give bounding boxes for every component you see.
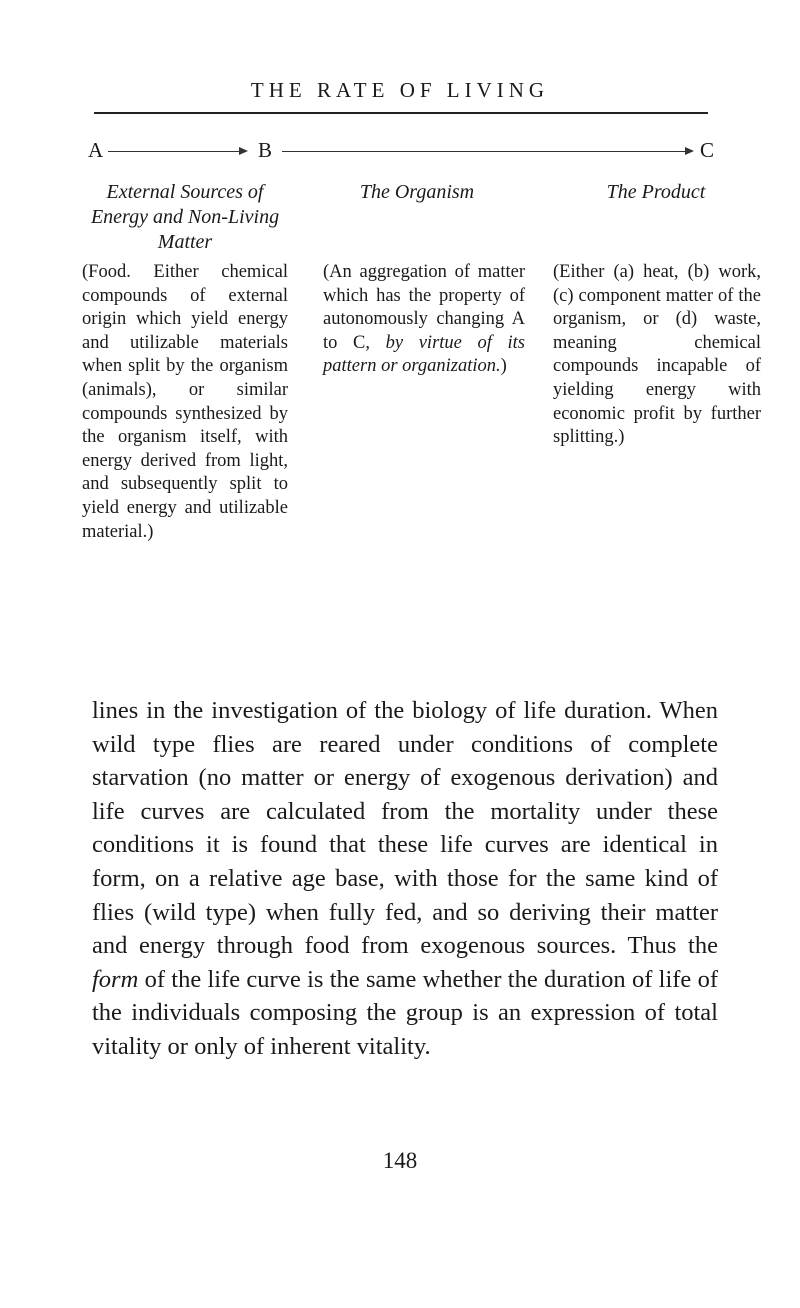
main-paragraph-italic: form <box>92 965 139 993</box>
column-c-body: (Either (a) heat, (b) work, (c) component matter of the organism, or (d) waste, meaning chemical compounds incapable of yielding energy with economic profit by further splitting.) <box>553 262 761 448</box>
running-head: THE RATE OF LIVING <box>250 78 550 102</box>
main-paragraph-part2: of the life curve is the same whether the duration of life of the individuals composing the group is an expression of total vitality or only of inherent vitality. <box>92 965 718 1060</box>
column-a-body: (Food. Either chemical compounds of external origin which yield energy and utilizable materials when split by the organism (animals), or similar compounds synthesized by the organism itself, with energy derived from light, and subsequently split to yield energy and utilizable material.) <box>82 262 288 542</box>
column-c-title: The Product <box>606 181 706 203</box>
column-b-body-start: (An aggregation of matter which has the property of autonomously changing A to C, <box>323 262 525 353</box>
page-number: 148 <box>382 1148 418 1173</box>
column-b-body-italic: by virtue of its pattern or organization. <box>323 332 526 377</box>
flow-label-b: B <box>258 138 273 162</box>
flow-label-c: C <box>700 138 715 162</box>
column-b-body-end: ) <box>500 356 507 377</box>
header-rule <box>94 112 708 114</box>
flow-label-a: A <box>88 138 104 162</box>
arrow-a-to-b <box>108 151 246 152</box>
column-b-title: The Organism <box>359 181 475 203</box>
main-paragraph-part1: lines in the investigation of the biology of life duration. When wild type flies are reared under conditions of complete starvation (no matter or energy of exogenous derivation) and life curves are calculated from the mortality under these conditions it is found that these life curves are identical in form, on a relative age base, with those for the same kind of flies (wild type) when fully fed, and so deriving their matter and energy through food from exogenous sources. Thus the <box>92 697 718 960</box>
column-b-body <box>323 261 525 379</box>
arrow-b-to-c <box>282 151 692 152</box>
column-a-title: External Sources of Energy and Non-Living Matter <box>90 181 280 253</box>
main-paragraph <box>92 694 718 1064</box>
